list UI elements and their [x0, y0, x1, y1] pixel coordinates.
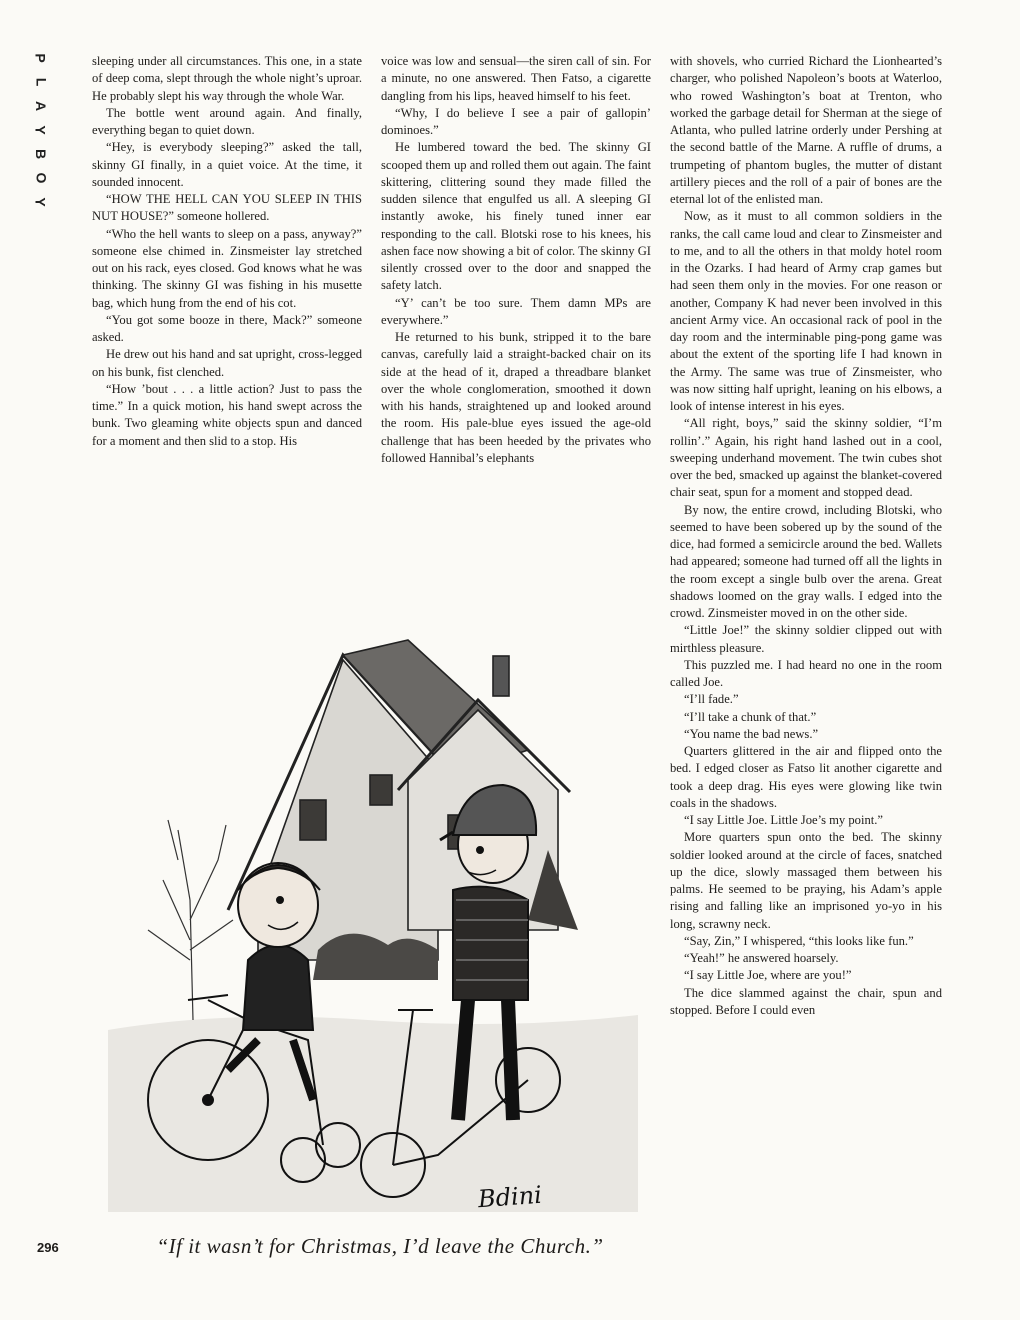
- paragraph: This puzzled me. I had heard no one in the room called Joe.: [670, 657, 942, 689]
- page-number: 296: [37, 1240, 59, 1255]
- paragraph: More quarters spun onto the bed. The skinny soldier looked around at the circle of faces, snatched up the dice, slowly massaged them between his palms. He seemed to be praying, his Adam’s apple rising and falling like an imprisoned yo-yo in his long, scrawny neck.: [670, 830, 942, 931]
- paragraph: “Yeah!” he answered hoarsely.: [684, 951, 839, 965]
- paragraph: “How ’bout . . . a little action? Just to pass the time.” In a quick motion, his hand swept across the bunk. Two gleaming white objects spun and danced for a moment and then slid to a stop. His: [92, 381, 362, 448]
- masthead-letter: A: [33, 100, 49, 112]
- cartoon-caption: “If it wasn’t for Christmas, I’d leave the Church.”: [156, 1234, 604, 1258]
- masthead-letter: L: [33, 77, 49, 87]
- masthead-letter: B: [33, 148, 49, 160]
- paragraph: “Say, Zin,” I whispered, “this looks like fun.”: [684, 933, 914, 948]
- cartoon-illustration: [108, 600, 638, 1212]
- text-column-1: [92, 53, 362, 450]
- paragraph: “I say Little Joe, where are you!”: [684, 968, 852, 983]
- paragraph: “Y’ can’t be too sure. Them damn MPs are everywhere.”: [381, 295, 651, 327]
- paragraph: He drew out his hand and sat upright, cross-legged on his bunk, fist clenched.: [92, 347, 362, 379]
- artist-signature: Bdini: [477, 1180, 543, 1214]
- magazine-running-head: [28, 46, 54, 214]
- paragraph: “I’ll fade.”: [684, 692, 739, 707]
- paragraph: “Why, I do believe I see a pair of gallopin’ dominoes.”: [381, 105, 651, 137]
- paragraph: “HOW THE HELL CAN YOU SLEEP IN THIS NUT HOUSE?” someone hollered.: [92, 192, 362, 224]
- paragraph: He returned to his bunk, stripped it to the bare canvas, carefully laid a straight-backed chair on its side at the head of it, draped a threadbare blanket over the whole conglomeration, smoothed it down with his hands, straightened up and looked around the room. His pale-blue eyes issued the age-old challenge that has been heeded by the privates who followed Hannibal’s elephants: [381, 330, 651, 465]
- paragraph: voice was low and sensual—the siren call of sin. For a minute, no one answered. Then Fatso, a cigarette dangling from his lips, heaved himself to his feet.: [381, 54, 651, 103]
- masthead-letter: O: [32, 172, 49, 184]
- paragraph: “I’ll take a chunk of that.”: [684, 709, 817, 724]
- paragraph: Now, as it must to all common soldiers in the ranks, the call came loud and clear to Zinsmeister and to me, and to all the others in that moldy hotel room in the Ozarks. I had heard of Army crap games but had seen them only in the movies. For one reason or another, Company K had never been involved in this ancient Army vice. An occasional rack of pool in the day room and the interminable ping-pong game was about the extent of the sporting life I had known in the Army. The same was true of Zinsmeister, who was now sitting half upright, leaning on his elbows, a look of intense interest in his eyes.: [670, 209, 942, 413]
- text-column-2: [381, 53, 651, 467]
- paragraph: “You got some booze in there, Mack?” someone asked.: [92, 312, 362, 344]
- paragraph: “Little Joe!” the skinny soldier clipped out with mirthless pleasure.: [670, 623, 942, 655]
- paragraph: sleeping under all circumstances. This one, in a state of deep coma, slept through the whole night’s uproar. He probably slept his way through the whole War.: [92, 54, 362, 103]
- masthead-letter: Y: [33, 125, 49, 135]
- paragraph: The dice slammed against the chair, spun and stopped. Before I could even: [670, 985, 942, 1017]
- bare-tree-left: [148, 820, 233, 1020]
- masthead-letter: Y: [33, 197, 49, 207]
- paragraph: “All right, boys,” said the skinny soldier, “I’m rollin’.” Again, his right hand lashed out in a cool, sweeping underhand movement. The twin cubes shot over the bed, smacked up against the blanket-covered chair seat, spun for a moment and stopped dead.: [670, 416, 942, 500]
- text-column-3: [670, 53, 942, 1019]
- paragraph: “Who the hell wants to sleep on a pass, anyway?” someone else chimed in. Zinsmeister lay stretched out on his rack, eyes closed. God knows what he was thinking. The skinny GI was fishing in his musette bag, which hung from the end of his cot.: [92, 226, 362, 310]
- masthead-letter: P: [33, 53, 49, 63]
- paragraph: “I say Little Joe. Little Joe’s my point.”: [684, 813, 884, 827]
- paragraph: with shovels, who curried Richard the Lionhearted’s charger, who polished Napoleon’s boots at Waterloo, who rowed Washington’s boat at Trenton, who worked the garbage detail for Sherman at the siege of Atlanta, who pulled latrine orderly under Pershing at the second battle of the Marne. A ruffle of drums, a trumpeting of phantom bugles, the mutter of distant artillery pieces and the roll of a pair of bones are the eternal lot of the enlisted man.: [670, 54, 942, 206]
- paragraph: Quarters glittered in the air and flipped onto the bed. I edged closer as Fatso lit another cigarette and took a deep drag. His eyes were glowing like twin coals in the shadows.: [670, 744, 942, 810]
- paragraph: He lumbered toward the bed. The skinny GI scooped them up and rolled them out again. The faint skittering, clittering sound they made filled the sudden silence that engulfed us all. A sleeping GI instantly awoke, his finely tuned inner ear responding to the call. Blotski rose to his knees, his ashen face now showing a bit of color. The skinny GI silently crossed over to the door and snapped the safety latch.: [381, 140, 651, 293]
- paragraph: “Hey, is everybody sleeping?” asked the tall, skinny GI finally, in a quiet voice. At the time, it sounded innocent.: [92, 140, 362, 189]
- paragraph: By now, the entire crowd, including Blotski, who seemed to have been sobered up by the sound of the dice, had formed a semicircle around the bed. Wallets had appeared; someone had turned off all the lights in the room except a single bulb over the arena. Great shadows loomed on the gray walls. I edged into the crowd. Zinsmeister moved in on the other side.: [670, 502, 942, 620]
- paragraph: The bottle went around again. And finally, everything began to quiet down.: [92, 105, 362, 137]
- paragraph: “You name the bad news.”: [684, 726, 819, 741]
